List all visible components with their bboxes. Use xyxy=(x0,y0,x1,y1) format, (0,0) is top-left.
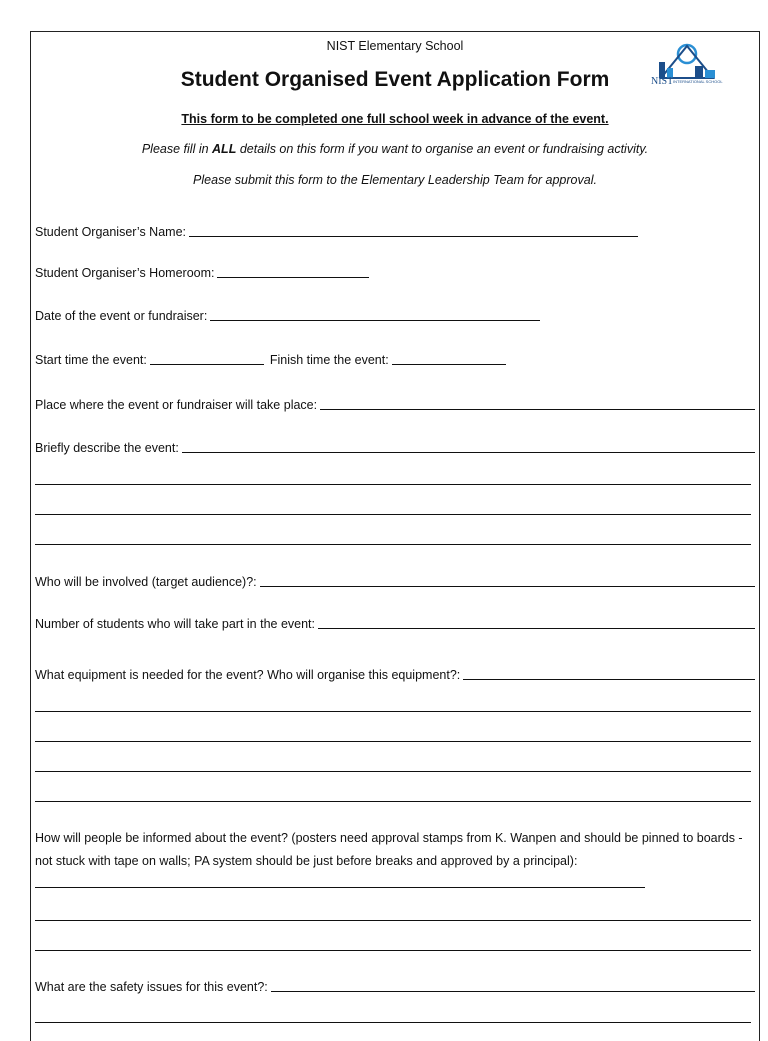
describe-label: Briefly describe the event: xyxy=(35,441,179,455)
audience-row xyxy=(35,573,755,589)
fill-instruction xyxy=(31,142,759,156)
equipment-label: What equipment is needed for the event? Who will organise this equipment?: xyxy=(35,668,461,682)
finish-time-line[interactable] xyxy=(392,352,506,365)
organiser-name-row xyxy=(35,223,755,239)
describe-line[interactable] xyxy=(182,440,755,453)
fill-instruction-start: Please fill in xyxy=(141,142,213,156)
promotion-extra-line-1[interactable] xyxy=(35,920,751,921)
organiser-name-line[interactable] xyxy=(189,224,638,237)
form-page xyxy=(30,31,760,1041)
promotion-line[interactable] xyxy=(35,875,645,888)
safety-extra-line-1[interactable] xyxy=(35,1022,751,1023)
describe-extra-line-1[interactable] xyxy=(35,484,751,485)
equipment-extra-line-3[interactable] xyxy=(35,771,751,772)
safety-label: What are the safety issues for this event?: xyxy=(35,980,268,994)
student-count-label: Number of students who will take part in the event: xyxy=(35,617,316,631)
promotion-label: How will people be informed about the event? (posters need approval stamps from K. Wanpen and should be pinned to boards - not stuck with tape on walls; PA system should be just before breaks and approved by a principal): xyxy=(35,831,743,868)
logo-icon xyxy=(651,40,729,80)
fill-instruction-end: details on this form if you want to organise an event or fundraising activity. xyxy=(236,142,649,156)
safety-line[interactable] xyxy=(271,979,755,992)
describe-extra-line-3[interactable] xyxy=(35,544,751,545)
fill-instruction-emphasis: ALL xyxy=(212,142,237,156)
audience-line[interactable] xyxy=(260,574,755,587)
audience-label: Who will be involved (target audience)?: xyxy=(35,575,257,589)
describe-extra-line-2[interactable] xyxy=(35,514,751,515)
homeroom-line[interactable] xyxy=(217,265,369,278)
event-date-label: Date of the event or fundraiser: xyxy=(35,309,208,323)
organiser-name-label: Student Organiser’s Name: xyxy=(35,225,187,239)
promotion-extra-line-2[interactable] xyxy=(35,950,751,951)
start-time-line[interactable] xyxy=(150,352,264,365)
logo-text: NIST xyxy=(651,76,674,87)
event-place-row xyxy=(35,396,755,412)
homeroom-row xyxy=(35,264,755,280)
advance-notice: This form to be completed one full school week in advance of the event. xyxy=(181,112,609,126)
equipment-extra-line-4[interactable] xyxy=(35,801,751,802)
event-date-line[interactable] xyxy=(210,308,540,321)
event-time-row xyxy=(35,351,755,367)
describe-row xyxy=(35,439,755,455)
start-time-label: Start time the event: xyxy=(35,353,147,367)
event-place-line[interactable] xyxy=(320,397,755,410)
form-title: Student Organised Event Application Form xyxy=(180,68,610,91)
equipment-extra-line-2[interactable] xyxy=(35,741,751,742)
equipment-line[interactable] xyxy=(463,667,755,680)
student-count-line[interactable] xyxy=(318,616,755,629)
event-date-row xyxy=(35,307,755,323)
nist-logo xyxy=(651,40,729,90)
equipment-row xyxy=(35,666,755,682)
event-place-label: Place where the event or fundraiser will take place: xyxy=(35,398,318,412)
school-name: NIST Elementary School xyxy=(326,39,464,53)
student-count-row xyxy=(35,615,755,631)
equipment-extra-line-1[interactable] xyxy=(35,711,751,712)
homeroom-label: Student Organiser’s Homeroom: xyxy=(35,266,215,280)
promotion-question xyxy=(35,827,755,896)
safety-row xyxy=(35,978,755,994)
submit-instruction: Please submit this form to the Elementary Leadership Team for approval. xyxy=(193,173,597,187)
logo-subtext: INTERNATIONAL SCHOOL xyxy=(673,79,723,84)
finish-time-label: Finish time the event: xyxy=(269,353,389,367)
